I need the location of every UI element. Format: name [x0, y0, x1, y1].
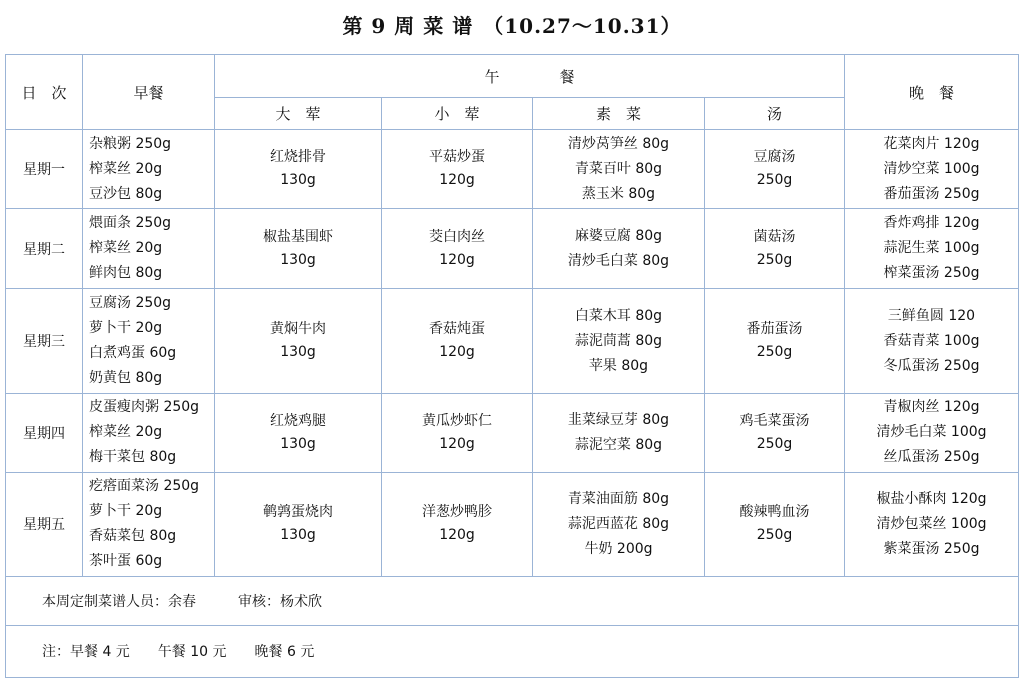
soup-cell: [705, 289, 845, 394]
breakfast-cell: [83, 472, 215, 577]
title-main: 第 9 周 菜 谱: [342, 14, 474, 38]
day-cell: 星期一: [6, 130, 83, 209]
big-meat-cell: [215, 130, 382, 209]
small-meat-cell-line: 洋葱炒鸭胗: [422, 504, 492, 521]
day-cell: 星期四: [6, 394, 83, 473]
menu-row: [6, 472, 1019, 577]
breakfast-cell-line: 煨面条 250g: [89, 215, 172, 232]
soup-cell-line: 豆腐汤: [753, 149, 796, 166]
big-meat-cell-line: 130g: [280, 251, 316, 268]
footer-price-note: 注：早餐 4 元 午餐 10 元 晚餐 6 元: [6, 625, 1019, 677]
menu-table: [5, 54, 1019, 678]
soup-cell-line: 250g: [756, 172, 793, 189]
vegetable-cell-line: 韭菜绿豆芽 80g: [567, 411, 670, 428]
small-meat-cell-line: 120g: [439, 344, 475, 361]
soup-cell-line: 250g: [756, 251, 793, 268]
breakfast-cell: [83, 394, 215, 473]
small-meat-cell-line: 香菇炖蛋: [429, 321, 485, 338]
dinner-cell-line: 青椒肉丝 120g: [883, 399, 980, 416]
header-small-meat: 小 荤: [382, 98, 533, 130]
footer-staff-row: [6, 577, 1019, 625]
breakfast-cell-line: 皮蛋瘦肉粥 250g: [89, 399, 200, 416]
footer-note-row: [6, 625, 1019, 677]
dinner-cell-line: 蒜泥生菜 100g: [883, 240, 980, 257]
vegetable-cell-line: 麻婆豆腐 80g: [574, 227, 663, 244]
header-dinner: 晚 餐: [845, 55, 1019, 130]
small-meat-cell-line: 120g: [439, 172, 475, 189]
vegetable-cell: [533, 130, 705, 209]
dinner-cell: [845, 130, 1019, 209]
soup-cell: [705, 472, 845, 577]
menu-row: [6, 394, 1019, 473]
small-meat-cell: [382, 289, 533, 394]
vegetable-cell-line: 苹果 80g: [588, 357, 649, 374]
vegetable-cell-line: 蒜泥茼蒿 80g: [574, 332, 663, 349]
header-vegetable: 素 菜: [533, 98, 705, 130]
breakfast-cell-line: 疙瘩面菜汤 250g: [89, 478, 200, 495]
dinner-cell: [845, 208, 1019, 289]
dinner-cell: [845, 472, 1019, 577]
big-meat-cell-line: 130g: [280, 435, 316, 452]
menu-body: [6, 130, 1019, 577]
header-soup: 汤: [705, 98, 845, 130]
day-cell: 星期二: [6, 208, 83, 289]
breakfast-cell-line: 鲜肉包 80g: [89, 265, 163, 282]
small-meat-cell-line: 120g: [439, 251, 475, 268]
dinner-cell-line: 清炒包菜丝 100g: [876, 515, 987, 532]
breakfast-cell-line: 萝卜干 20g: [89, 320, 163, 337]
vegetable-cell: [533, 472, 705, 577]
big-meat-cell-line: 130g: [280, 172, 316, 189]
soup-cell-line: 酸辣鸭血汤: [739, 504, 810, 521]
small-meat-cell-line: 平菇炒蛋: [429, 149, 485, 166]
menu-row: [6, 208, 1019, 289]
dinner-cell: [845, 394, 1019, 473]
dinner-cell-line: 清炒毛白菜 100g: [876, 424, 987, 441]
small-meat-cell: [382, 208, 533, 289]
small-meat-cell-line: 黄瓜炒虾仁: [422, 412, 492, 429]
soup-cell: [705, 130, 845, 209]
soup-cell-line: 250g: [756, 435, 793, 452]
soup-cell: [705, 394, 845, 473]
big-meat-cell: [215, 289, 382, 394]
big-meat-cell-line: 红烧鸡腿: [270, 412, 326, 429]
small-meat-cell-line: 120g: [439, 527, 475, 544]
vegetable-cell-line: 蒜泥空菜 80g: [574, 436, 663, 453]
header-day: 日 次: [6, 55, 83, 130]
breakfast-cell: [83, 208, 215, 289]
big-meat-cell-line: 130g: [280, 527, 316, 544]
title-date-range: （10.27～10.31）: [483, 14, 682, 38]
small-meat-cell: [382, 472, 533, 577]
breakfast-cell: [83, 130, 215, 209]
dinner-cell-line: 三鲜鱼圆 120: [887, 307, 976, 324]
menu-row: [6, 289, 1019, 394]
small-meat-cell-line: 120g: [439, 435, 475, 452]
day-cell: 星期三: [6, 289, 83, 394]
small-meat-cell-line: 茭白肉丝: [429, 228, 485, 245]
header-big-meat: 大 荤: [215, 98, 382, 130]
soup-cell-line: 250g: [756, 527, 793, 544]
big-meat-cell-line: 椒盐基围虾: [263, 228, 333, 245]
vegetable-cell-line: 清炒莴笋丝 80g: [567, 135, 670, 152]
vegetable-cell: [533, 208, 705, 289]
breakfast-cell-line: 梅干菜包 80g: [89, 449, 177, 466]
breakfast-cell-line: 奶黄包 80g: [89, 370, 163, 387]
soup-cell-line: 菌菇汤: [753, 228, 796, 245]
footer-staff: 本周定制菜谱人员：余春 审核：杨术欣: [6, 577, 1019, 625]
big-meat-cell-line: 鹌鹑蛋烧肉: [263, 504, 333, 521]
vegetable-cell-line: 白菜木耳 80g: [574, 307, 663, 324]
soup-cell: [705, 208, 845, 289]
dinner-cell-line: 冬瓜蛋汤 250g: [883, 357, 980, 374]
vegetable-cell-line: 蒸玉米 80g: [581, 185, 656, 202]
small-meat-cell: [382, 130, 533, 209]
menu-row: [6, 130, 1019, 209]
breakfast-cell-line: 榨菜丝 20g: [89, 240, 163, 257]
day-cell: 星期五: [6, 472, 83, 577]
soup-cell-line: 250g: [756, 344, 793, 361]
header-breakfast: 早餐: [83, 55, 215, 130]
dinner-cell-line: 丝瓜蛋汤 250g: [883, 449, 980, 466]
soup-cell-line: 鸡毛菜蛋汤: [739, 412, 810, 429]
dinner-cell-line: 椒盐小酥肉 120g: [876, 490, 987, 507]
vegetable-cell-line: 青菜百叶 80g: [574, 160, 663, 177]
header-lunch: 午 餐: [215, 55, 845, 98]
breakfast-cell-line: 榨菜丝 20g: [89, 160, 163, 177]
big-meat-cell-line: 130g: [280, 344, 316, 361]
dinner-cell-line: 香炸鸡排 120g: [883, 215, 980, 232]
vegetable-cell: [533, 289, 705, 394]
small-meat-cell: [382, 394, 533, 473]
vegetable-cell-line: 清炒毛白菜 80g: [567, 252, 670, 269]
big-meat-cell-line: 黄焖牛肉: [270, 321, 326, 338]
vegetable-cell-line: 蒜泥西蓝花 80g: [567, 515, 670, 532]
breakfast-cell-line: 杂粮粥 250g: [89, 135, 172, 152]
breakfast-cell-line: 豆腐汤 250g: [89, 295, 172, 312]
dinner-cell-line: 清炒空菜 100g: [883, 160, 980, 177]
breakfast-cell-line: 白煮鸡蛋 60g: [89, 345, 177, 362]
big-meat-cell: [215, 208, 382, 289]
breakfast-cell: [83, 289, 215, 394]
big-meat-cell-line: 红烧排骨: [270, 149, 326, 166]
dinner-cell-line: 番茄蛋汤 250g: [883, 185, 980, 202]
dinner-cell: [845, 289, 1019, 394]
dinner-cell-line: 香菇青菜 100g: [883, 332, 980, 349]
breakfast-cell-line: 香菇菜包 80g: [89, 528, 177, 545]
big-meat-cell: [215, 394, 382, 473]
page-title: [0, 6, 1024, 46]
vegetable-cell-line: 牛奶 200g: [584, 540, 653, 557]
soup-cell-line: 番茄蛋汤: [746, 321, 803, 338]
breakfast-cell-line: 榨菜丝 20g: [89, 424, 163, 441]
breakfast-cell-line: 茶叶蛋 60g: [89, 553, 163, 570]
header-row: [6, 55, 1019, 98]
big-meat-cell: [215, 472, 382, 577]
vegetable-cell-line: 青菜油面筋 80g: [567, 490, 670, 507]
dinner-cell-line: 花菜肉片 120g: [883, 135, 980, 152]
breakfast-cell-line: 萝卜干 20g: [89, 503, 163, 520]
breakfast-cell-line: 豆沙包 80g: [89, 185, 163, 202]
dinner-cell-line: 紫菜蛋汤 250g: [883, 540, 980, 557]
dinner-cell-line: 榨菜蛋汤 250g: [883, 265, 980, 282]
vegetable-cell: [533, 394, 705, 473]
